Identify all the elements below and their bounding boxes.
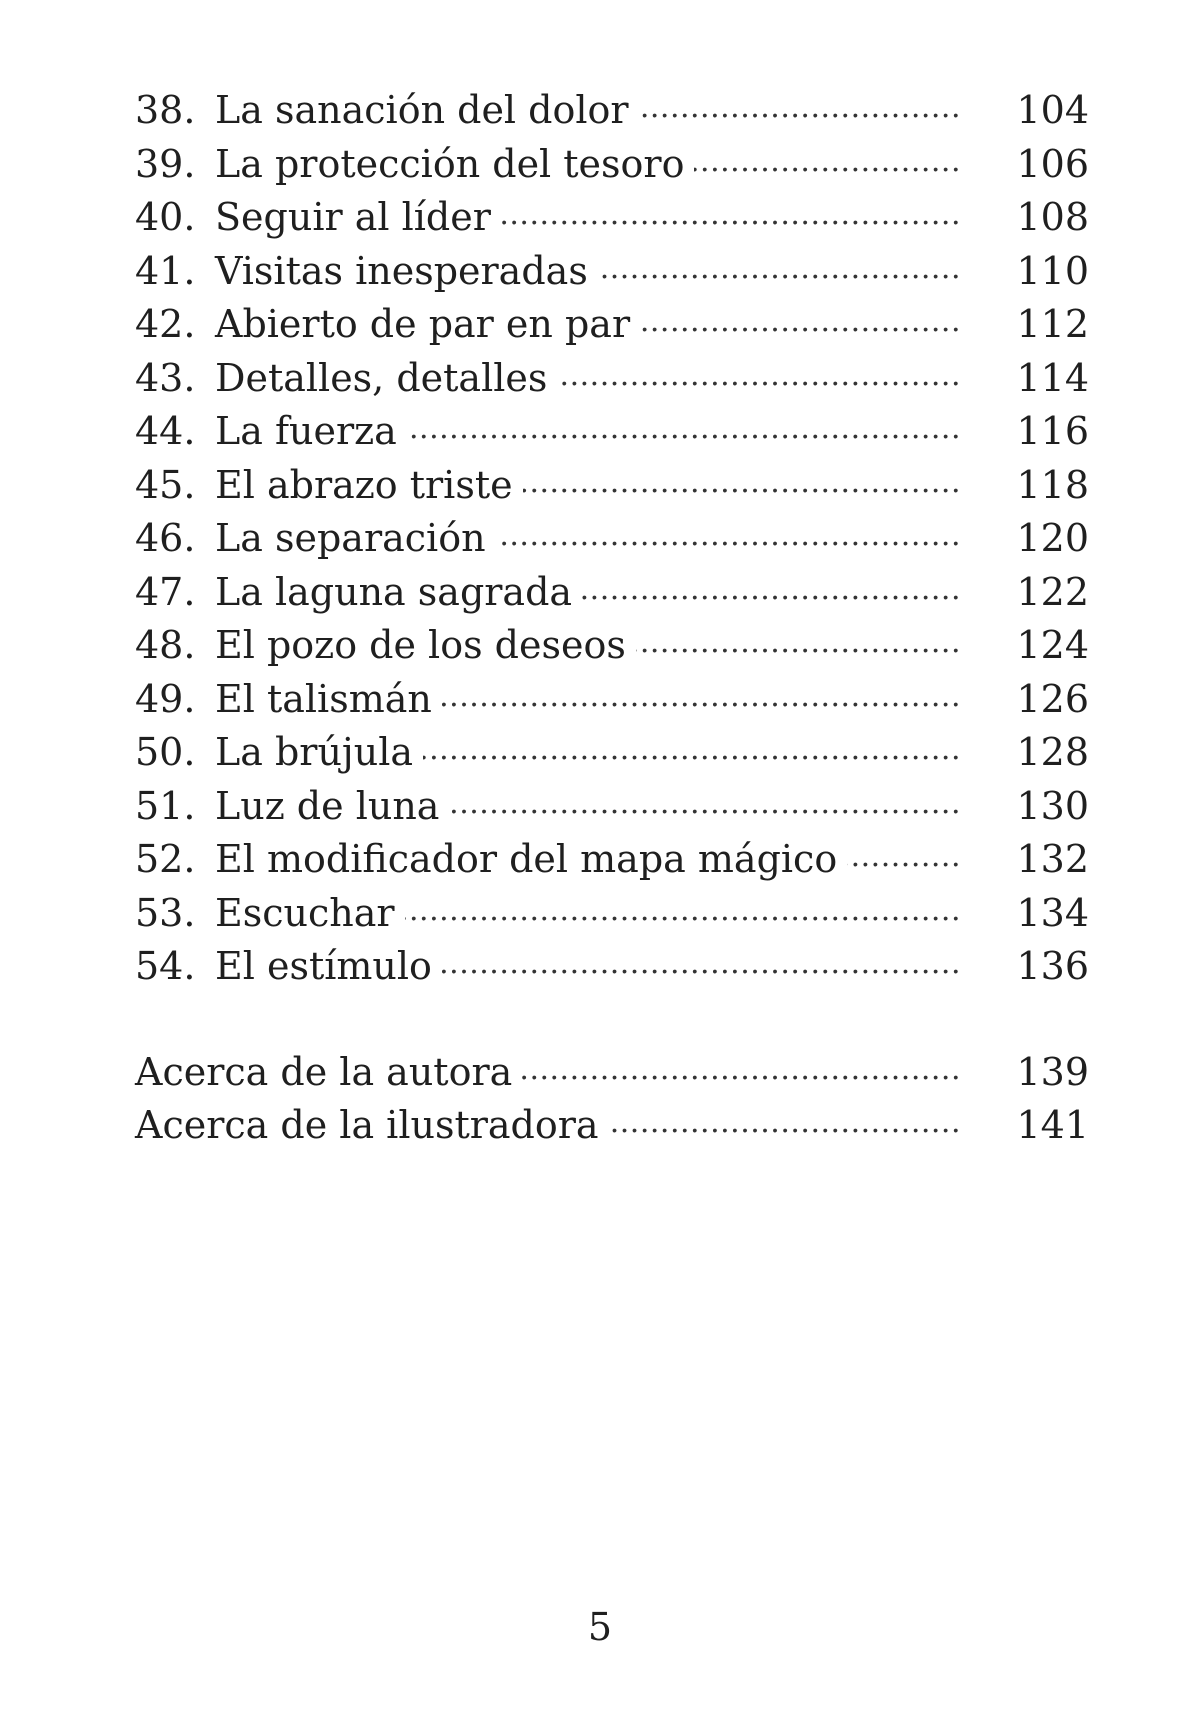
entry-title: La sanación del dolor	[215, 88, 629, 132]
entry-title: Visitas inesperadas	[215, 248, 588, 293]
entry-title: Luz de luna	[215, 783, 440, 828]
page-ref: 116	[1016, 409, 1089, 453]
table-of-contents	[135, 84, 1089, 1153]
toc-entry	[135, 298, 1089, 352]
dot-leader	[423, 735, 961, 765]
dot-leader	[640, 307, 961, 337]
dot-leader	[405, 896, 961, 926]
toc-entry	[135, 352, 1089, 406]
chapter-number: 40.	[135, 195, 196, 239]
chapter-number: 52.	[135, 837, 196, 881]
toc-appendix	[135, 1046, 1089, 1153]
dot-leader	[449, 789, 961, 819]
page-ref: 124	[1016, 623, 1089, 667]
dot-leader	[598, 254, 961, 284]
entry-title: El estímulo	[215, 944, 432, 988]
entry-title: Abierto de par en par	[215, 302, 631, 346]
toc-entry	[135, 138, 1089, 192]
dot-leader	[496, 521, 961, 551]
chapter-number: 50.	[135, 730, 196, 774]
toc-entry	[135, 833, 1089, 887]
chapter-number: 44.	[135, 409, 196, 453]
dot-leader	[407, 414, 961, 444]
toc-entry	[135, 726, 1089, 780]
toc-entry	[135, 459, 1089, 513]
dot-leader	[442, 949, 961, 979]
page-ref: 132	[1016, 837, 1089, 881]
dot-leader	[609, 1108, 961, 1138]
toc-entry	[135, 191, 1089, 245]
chapter-number: 48.	[135, 623, 196, 667]
page-ref: 122	[1016, 569, 1089, 614]
page-ref: 136	[1016, 944, 1089, 988]
entry-title: La protección del tesoro	[215, 141, 685, 186]
toc-entry	[135, 1099, 1089, 1153]
entry-title: Detalles, detalles	[215, 355, 548, 400]
chapter-number: 49.	[135, 676, 196, 721]
page-ref: 141	[1016, 1103, 1089, 1147]
toc-entry	[135, 780, 1089, 834]
chapter-number: 45.	[135, 462, 196, 507]
entry-title: Seguir al líder	[215, 195, 491, 239]
toc-entry	[135, 1046, 1089, 1100]
chapter-number: 47.	[135, 569, 196, 614]
entry-title: Acerca de la ilustradora	[135, 1103, 599, 1147]
chapter-number: 54.	[135, 944, 196, 988]
toc-entry	[135, 512, 1089, 566]
dot-leader	[582, 575, 961, 605]
page-ref: 112	[1016, 302, 1089, 346]
dot-leader	[522, 1055, 961, 1085]
dot-leader	[847, 842, 961, 872]
section-gap	[135, 994, 1089, 1046]
page-number: 5	[587, 1605, 613, 1649]
toc-entries	[135, 84, 1089, 994]
toc-entry	[135, 566, 1089, 620]
entry-title: El modificador del mapa mágico	[215, 837, 838, 881]
chapter-number: 43.	[135, 355, 196, 400]
entry-title: El talismán	[215, 676, 432, 721]
page-ref: 120	[1016, 516, 1089, 560]
toc-entry	[135, 673, 1089, 727]
entry-title: La fuerza	[215, 409, 397, 453]
page-ref: 104	[1016, 88, 1089, 132]
page-ref: 134	[1016, 890, 1089, 935]
entry-title: El pozo de los deseos	[215, 623, 626, 667]
dot-leader	[694, 147, 961, 177]
page-ref: 139	[1016, 1049, 1089, 1094]
toc-entry	[135, 245, 1089, 299]
page-ref: 130	[1016, 783, 1089, 828]
dot-leader	[442, 682, 961, 712]
page-ref: 114	[1016, 355, 1089, 400]
dot-leader	[523, 468, 961, 498]
page-ref: 108	[1016, 195, 1089, 239]
dot-leader	[639, 93, 961, 123]
entry-title: Acerca de la autora	[135, 1049, 513, 1094]
page-ref: 128	[1016, 730, 1089, 774]
toc-entry	[135, 940, 1089, 994]
page-ref: 118	[1016, 462, 1089, 507]
chapter-number: 53.	[135, 890, 196, 935]
page-ref: 110	[1016, 248, 1089, 293]
toc-entry	[135, 619, 1089, 673]
entry-title: La brújula	[215, 730, 413, 774]
chapter-number: 46.	[135, 516, 196, 560]
toc-entry	[135, 887, 1089, 941]
chapter-number: 39.	[135, 141, 196, 186]
dot-leader	[557, 361, 961, 391]
toc-entry	[135, 84, 1089, 138]
entry-title: La separación	[215, 516, 486, 560]
page-ref: 106	[1016, 141, 1089, 186]
dot-leader	[636, 628, 961, 658]
page-ref: 126	[1016, 676, 1089, 721]
chapter-number: 42.	[135, 302, 196, 346]
chapter-number: 51.	[135, 783, 196, 828]
toc-entry	[135, 405, 1089, 459]
dot-leader	[501, 200, 961, 230]
entry-title: El abrazo triste	[215, 462, 513, 507]
chapter-number: 41.	[135, 248, 196, 293]
chapter-number: 38.	[135, 88, 196, 132]
entry-title: La laguna sagrada	[215, 569, 573, 614]
entry-title: Escuchar	[215, 890, 395, 935]
